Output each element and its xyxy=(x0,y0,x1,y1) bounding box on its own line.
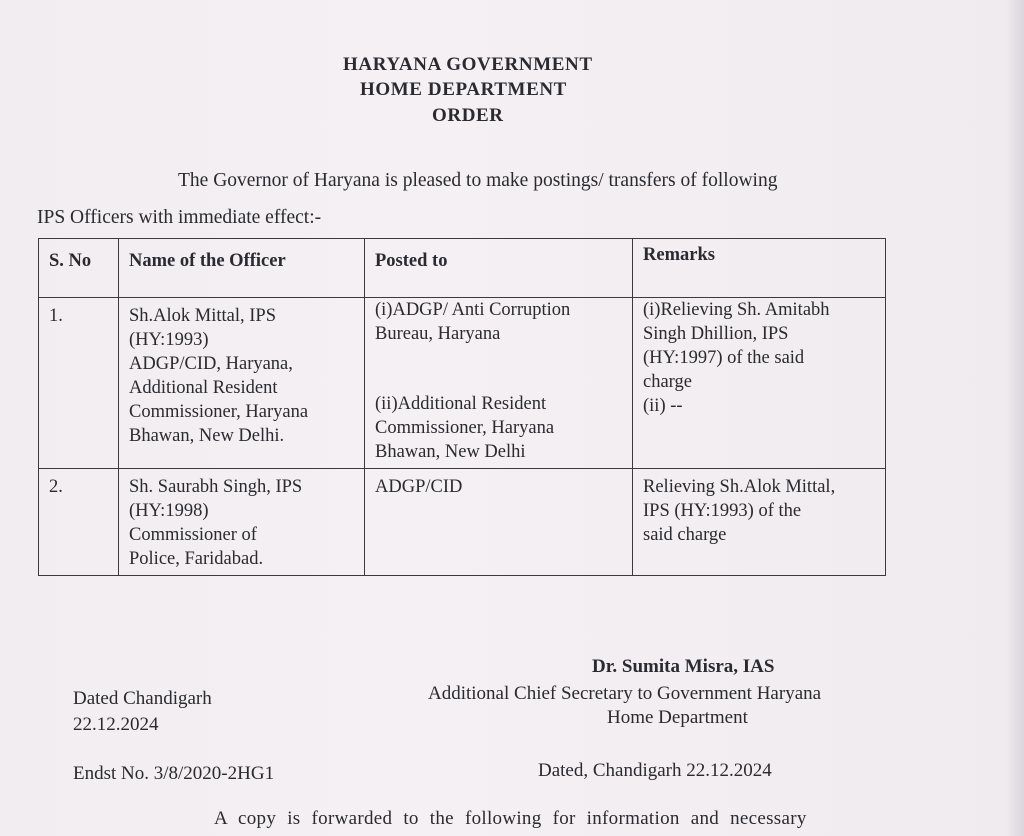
row2-name-line: Police, Faridabad. xyxy=(129,549,264,569)
row2-posted-to xyxy=(365,469,633,576)
header-department: HOME DEPARTMENT xyxy=(360,79,567,100)
header-sno: S. No xyxy=(39,239,119,298)
row1-officer-name xyxy=(119,298,365,469)
row1-posted-gap xyxy=(375,346,623,392)
header-posted-to: Posted to xyxy=(365,239,633,298)
row2-posted-line: ADGP/CID xyxy=(375,477,463,497)
intro-line-2: IPS Officers with immediate effect:- xyxy=(37,207,322,228)
row1-name-line: Sh.Alok Mittal, IPS xyxy=(129,306,276,326)
table-row xyxy=(39,469,886,576)
signatory-department: Home Department xyxy=(607,707,748,728)
header-order: ORDER xyxy=(432,105,504,126)
endorsement-number: Endst No. 3/8/2020-2HG1 xyxy=(73,763,275,784)
row1-posted-to xyxy=(365,298,633,469)
table-header-row xyxy=(39,239,886,298)
row1-name-line: Additional Resident xyxy=(129,378,278,398)
row1-sno: 1. xyxy=(39,298,119,469)
header-remarks-label: Remarks xyxy=(643,245,715,265)
table-row xyxy=(39,298,886,469)
row1-remarks-line: (HY:1997) of the said xyxy=(643,348,805,368)
row1-posted-line: Bhawan, New Delhi xyxy=(375,442,526,462)
header-officer-name: Name of the Officer xyxy=(119,239,365,298)
row1-name-line: Commissioner, Haryana xyxy=(129,402,309,422)
row1-posted-line: Bureau, Haryana xyxy=(375,324,501,344)
row2-sno: 2. xyxy=(39,469,119,576)
header-remarks xyxy=(633,239,886,298)
row1-remarks-line: (ii) -- xyxy=(643,396,683,416)
row1-posted-line: (ii)Additional Resident xyxy=(375,394,547,414)
row2-remarks-line: IPS (HY:1993) of the xyxy=(643,501,802,521)
endorsement-copy-line: A copy is forwarded to the following for information and necessary xyxy=(214,808,807,829)
row2-name-line: Sh. Saurabh Singh, IPS xyxy=(129,477,303,497)
row2-name-line: Commissioner of xyxy=(129,525,257,545)
row1-posted-line: Commissioner, Haryana xyxy=(375,418,555,438)
postings-table xyxy=(38,238,886,576)
row1-remarks-line: (i)Relieving Sh. Amitabh xyxy=(643,300,830,320)
row1-name-line: (HY:1993) xyxy=(129,330,209,350)
row2-name-line: (HY:1998) xyxy=(129,501,209,521)
signatory-designation: Additional Chief Secretary to Government Haryana xyxy=(428,683,822,704)
row2-remarks xyxy=(633,469,886,576)
row2-remarks-line: Relieving Sh.Alok Mittal, xyxy=(643,477,836,497)
row1-remarks xyxy=(633,298,886,469)
row2-officer-name xyxy=(119,469,365,576)
row2-remarks-line: said charge xyxy=(643,525,727,545)
row1-remarks-line: charge xyxy=(643,372,692,392)
row1-name-line: Bhawan, New Delhi. xyxy=(129,426,285,446)
dated-place: Dated Chandigarh xyxy=(73,688,212,709)
dated-date: 22.12.2024 xyxy=(73,714,159,735)
row1-remarks-line: Singh Dhillion, IPS xyxy=(643,324,789,344)
page-edge-shadow xyxy=(1006,0,1024,836)
row1-posted-line: (i)ADGP/ Anti Corruption xyxy=(375,300,571,320)
endorsement-dated: Dated, Chandigarh 22.12.2024 xyxy=(538,760,772,781)
header-government: HARYANA GOVERNMENT xyxy=(343,54,593,75)
intro-line-1: The Governor of Haryana is pleased to make postings/ transfers of following xyxy=(178,170,778,191)
row1-name-line: ADGP/CID, Haryana, xyxy=(129,354,293,374)
signatory-name: Dr. Sumita Misra, IAS xyxy=(592,656,775,677)
